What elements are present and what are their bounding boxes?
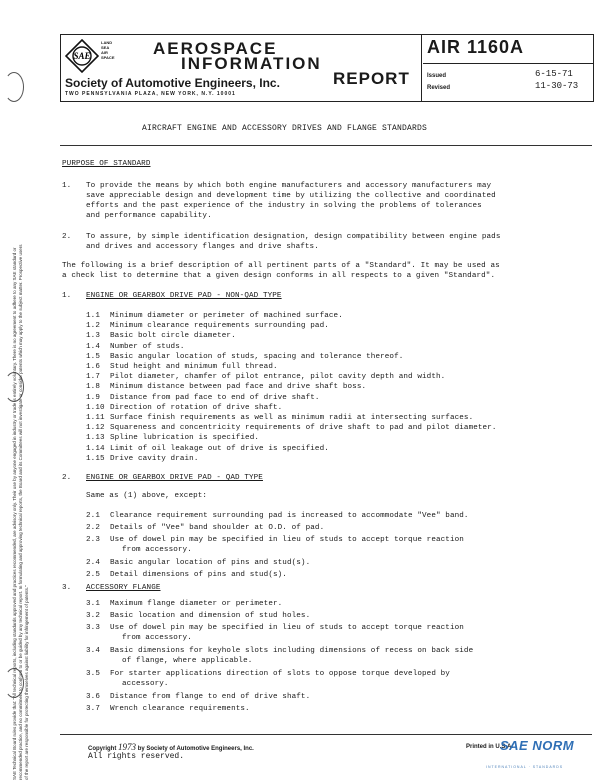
item-number: 2.4 [86, 559, 100, 567]
logo-text [101, 40, 114, 60]
organization-address: TWO PENNSYLVANIA PLAZA, NEW YORK, N.Y. 10001 [65, 91, 236, 97]
item-text: Use of dowel pin may be specified in lieu of studs to accept torque reaction [110, 536, 464, 544]
item-number: 1.13 [86, 434, 105, 443]
rights-reserved: All rights reserved. [88, 752, 185, 761]
item-text: Basic angular location of studs, spacing and tolerance thereof. [110, 352, 404, 361]
item-text: Squareness and concentricity requirements of drive shaft to pad and pilot diameter. [110, 424, 497, 433]
item-text: Number of studs. [110, 342, 185, 351]
copyright [88, 742, 254, 752]
item-text: Limit of oil leakage out of drive is specified. [110, 444, 329, 453]
item-text: Drive cavity drain. [110, 454, 199, 463]
item-text: Surface finish requirements as well as minimum radii at intersecting surfaces. [110, 414, 474, 422]
header-left [61, 35, 422, 101]
punch-hole-icon [4, 72, 24, 102]
item-number: 1.9 [86, 393, 100, 402]
document-title: AIRCRAFT ENGINE AND ACCESSORY DRIVES AND FLANGE STANDARDS [142, 124, 428, 133]
item-number: 1.15 [86, 454, 105, 463]
header-right [423, 35, 593, 101]
item-text: Minimum distance between pad face and drive shaft boss. [110, 383, 367, 392]
section-number: 1. [62, 292, 72, 300]
item-text: of flange, where applicable. [122, 657, 253, 665]
report-header [60, 34, 594, 102]
item-text: Spline lubrication is specified. [110, 434, 260, 443]
item-text: Pilot diameter, chamfer of pilot entrance, pilot cavity depth and width. [110, 373, 446, 382]
section-heading: ACCESSORY FLANGE [86, 584, 161, 592]
logo-word: LAND [101, 40, 113, 45]
divider [60, 734, 592, 735]
list-number: 1. [62, 182, 72, 190]
divider [423, 63, 593, 64]
item-text: Basic bolt circle diameter. [110, 332, 236, 341]
logo-word: AIR [101, 50, 108, 55]
item-text: Use of dowel pin may be specified in lieu of studs to accept torque reaction [110, 624, 464, 632]
section-number: 3. [62, 584, 72, 592]
list-item-line: To provide the means by which both engine manufacturers and accessory manufacturers may [86, 182, 492, 190]
item-number: 1.5 [86, 352, 100, 361]
item-text: Basic angular location of pins and stud(s). [110, 559, 311, 567]
title-information: INFORMATION [181, 54, 322, 73]
item-number: 3.6 [86, 693, 100, 701]
item-text: Stud height and minimum full thread. [110, 363, 278, 371]
watermark-subtext: INTERNATIONAL · STANDARDS [486, 765, 564, 769]
sae-logo-icon [65, 39, 99, 73]
list-item-line: and performance capability. [86, 212, 212, 220]
item-number: 1.3 [86, 332, 100, 341]
logo-word: SEA [101, 45, 110, 50]
item-number: 3.5 [86, 670, 100, 678]
watermark-logo: SAE NORM [500, 738, 575, 753]
item-text: Minimum diameter or perimeter of machined surface. [110, 312, 343, 320]
purpose-heading: PURPOSE OF STANDARD [62, 160, 151, 168]
item-number: 2.5 [86, 571, 100, 579]
item-text: from accessory. [122, 546, 192, 554]
section-number: 2. [62, 474, 72, 482]
section-heading: ENGINE OR GEARBOX DRIVE PAD - NON-QAD TYPE [86, 292, 282, 300]
item-number: 3.7 [86, 705, 100, 713]
item-number: 1.4 [86, 342, 100, 351]
item-number: 1.2 [86, 322, 100, 331]
item-number: 1.6 [86, 363, 100, 371]
copyright-prefix: Copyright [88, 746, 117, 752]
organization-name: Society of Automotive Engineers, Inc. [65, 76, 280, 90]
item-text: Basic dimensions for keyhole slots including dimensions of recess on back side [110, 647, 474, 655]
item-number: 1.14 [86, 444, 105, 453]
item-number: 2.3 [86, 536, 100, 544]
item-text: Maximum flange diameter or perimeter. [110, 600, 283, 608]
title-report: REPORT [333, 69, 410, 88]
intro-line: The following is a brief description of all pertinent parts of a "Standard". It may be used as [62, 262, 500, 270]
section-heading: ENGINE OR GEARBOX DRIVE PAD - QAD TYPE [86, 474, 263, 482]
item-text: from accessory. [122, 634, 192, 642]
item-number: 3.3 [86, 624, 100, 632]
item-text: Distance from pad face to end of drive shaft. [110, 393, 320, 402]
item-text: Clearance requirement surrounding pad is increased to accommodate "Vee" band. [110, 512, 469, 520]
item-text: Minimum clearance requirements surrounding pad. [110, 322, 329, 331]
divider [60, 145, 592, 146]
item-text: Detail dimensions of pins and stud(s). [110, 571, 287, 579]
item-text: For starter applications direction of slots to oppose torque developed by [110, 670, 450, 678]
list-item-line: efforts and the past experience of the industry in solving the problems of tolerances [86, 202, 482, 210]
issued-date: 6-15-71 [535, 69, 573, 79]
revised-label: Revised [427, 85, 451, 91]
item-text: Basic location and dimension of stud holes. [110, 612, 311, 620]
printed-in: Printed in U.S.A. [466, 744, 514, 750]
section-intro: Same as (1) above, except: [86, 492, 208, 500]
item-number: 1.11 [86, 414, 105, 422]
document-number: AIR 1160A [427, 37, 525, 57]
item-number: 2.2 [86, 524, 100, 532]
item-text: Distance from flange to end of drive shaft. [110, 693, 311, 701]
list-item-line: To assure, by simple identification designation, design compatibility between engine pads [86, 233, 501, 241]
item-number: 3.2 [86, 612, 100, 620]
list-number: 2. [62, 233, 72, 241]
issued-label: Issued [427, 73, 447, 79]
item-text: Direction of rotation of drive shaft. [110, 403, 283, 412]
item-number: 1.8 [86, 383, 100, 392]
list-item-line: save appreciable design and development time by utilizing the collective and coordinated [86, 192, 496, 200]
logo-letters: SAE [73, 51, 91, 61]
item-number: 3.4 [86, 647, 100, 655]
copyright-year: 1973 [118, 742, 137, 752]
item-number: 1.1 [86, 312, 100, 320]
revised-date: 11-30-73 [535, 81, 579, 91]
title-aerospace: AEROSPACE [153, 39, 278, 58]
item-number: 3.1 [86, 600, 100, 608]
item-text: Wrench clearance requirements. [110, 705, 250, 713]
list-item-line: and drives and accessory flanges and drive shafts. [86, 243, 319, 251]
side-disclaimer: SAE Technical Board rules provide that: "All technical reports, including standards approved and practices recommended, are advisory only. Their use by anyone engaged in industry or trade is entirely voluntary. There is no agreement to adhere to any SAE standard or recommended practice, and no commitment to conform to or be guided by any technical report. In formulating and approving technical reports, the Board and its Committees will not investigate or consider patents which may apply to the subject matter. Prospective users of the report are responsible for protecting themselves against liability for infringement of patents." [12, 244, 29, 780]
logo-word: SPACE [101, 55, 115, 60]
item-number: 2.1 [86, 512, 100, 520]
copyright-suffix: by Society of Automotive Engineers, Inc. [137, 746, 254, 752]
item-number: 1.10 [86, 403, 105, 412]
intro-line: a check list to determine that a given design conforms in all respects to a given "Standard". [62, 272, 496, 280]
item-text: Details of "Vee" band shoulder at O.D. of pad. [110, 524, 325, 532]
item-text: accessory. [122, 680, 169, 688]
item-number: 1.12 [86, 424, 105, 433]
item-number: 1.7 [86, 373, 100, 382]
